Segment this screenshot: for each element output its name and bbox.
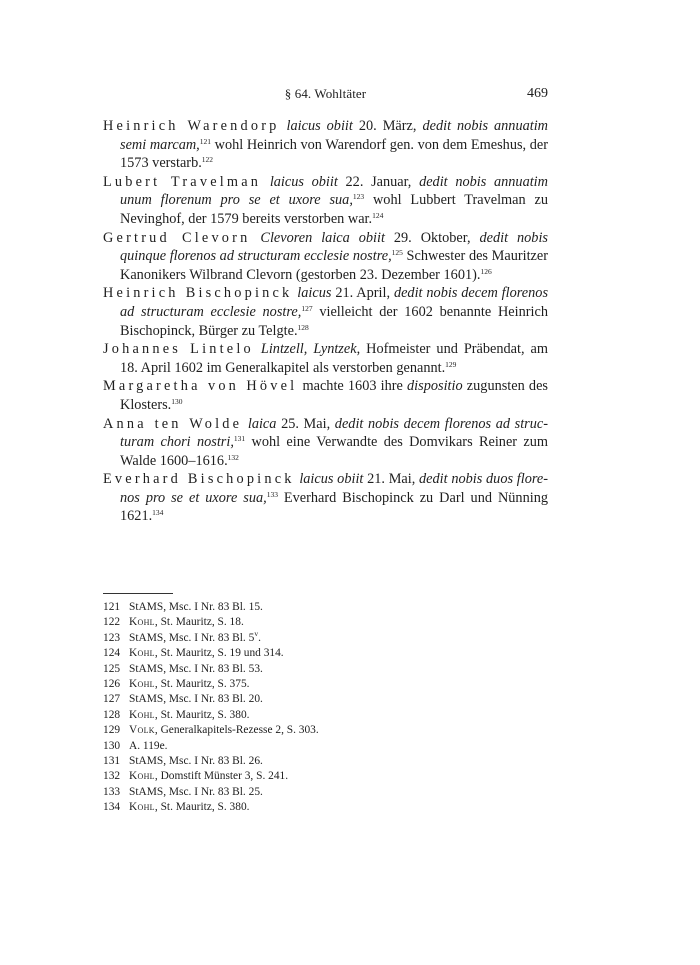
text-run: StAMS, Msc. I Nr. 83 Bl. 25. (129, 785, 263, 798)
text-run: , St. Mauritz, S. 375. (154, 678, 250, 691)
latin-quotation: dedit nobis decem florenos ad structuram chori nostri, (120, 415, 548, 451)
latin-quotation: laicus obiit (286, 118, 353, 134)
person-name: Margaretha von Hövel (103, 378, 298, 395)
text-run: 20. März, (352, 118, 423, 134)
footnote (103, 615, 548, 630)
text-run: machte 1603 ihre (298, 378, 408, 395)
text-run: vielleicht der 1602 benannte Heinrich Bischopinck, Bürger zu Telgte. (120, 303, 548, 339)
latin-quotation: dedit nobis annuatim unum florenum pro se et uxore sua, (120, 173, 548, 209)
author-name: Kohl (129, 678, 155, 691)
footnote-number: 123 (103, 631, 121, 644)
text-run: 29. Oktober, (384, 229, 480, 246)
footnote (103, 662, 548, 677)
footnote (103, 600, 548, 615)
person-name: Heinrich Warendorp (103, 118, 280, 134)
person-name: Gertrud Clevorn (103, 229, 251, 246)
latin-quotation: dedit nobis annuatim semi marcam, (120, 118, 549, 153)
footnote-reference: 131 (233, 434, 246, 444)
text-run: StAMS, Msc. I Nr. 83 Bl. 26. (129, 755, 263, 768)
text-run: , St. Mauritz, S. 380. (154, 801, 250, 814)
footnote (103, 769, 548, 784)
footnote (103, 800, 548, 815)
text-run: A. 119e. (129, 739, 168, 752)
text-run: , St. Mauritz, S. 19 und 314. (154, 647, 284, 660)
footnote-reference: 126 (480, 266, 492, 276)
footnote-number: 122 (103, 616, 121, 629)
person-name: Johannes Lintelo (103, 341, 254, 358)
benefactor-entry (103, 284, 548, 340)
text-run: . (258, 631, 261, 644)
benefactor-entry (103, 470, 548, 526)
footnote (103, 785, 548, 800)
footnote (103, 692, 548, 707)
footnote-number: 127 (103, 693, 121, 706)
person-name: Heinrich Bischopinck (103, 285, 293, 302)
footnote-number: 125 (103, 662, 121, 675)
footnote (103, 739, 548, 754)
footnote-reference: 128 (297, 322, 309, 332)
footnote (103, 723, 548, 738)
benefactor-entry (103, 229, 548, 285)
footnote-number: 134 (103, 801, 121, 814)
text-run: , Domstift Münster 3, S. 241. (154, 770, 289, 783)
text-run: StAMS, Msc. I Nr. 83 Bl. 5 (129, 631, 255, 644)
text-run: , Hofmeister und Präbendat, am 18. April 1602 im Generalkapitel als verstorben genannt. (120, 341, 549, 376)
latin-quotation: dedit nobis duos florenos pro se et uxore sua, (120, 471, 548, 506)
footnote-reference: 130 (171, 396, 183, 406)
text-run: StAMS, Msc. I Nr. 83 Bl. 20. (129, 693, 263, 706)
author-name: Kohl (129, 801, 155, 814)
text-run: , St. Mauritz, S. 18. (154, 616, 244, 629)
footnote-reference: 121 (199, 136, 211, 146)
latin-quotation: laicus (297, 285, 332, 302)
benefactor-entry (103, 340, 548, 377)
footnote (103, 754, 548, 769)
text-run: 25. Mai, (276, 415, 335, 432)
footnote-number: 129 (103, 724, 121, 737)
latin-quotation: laicus obiit (299, 471, 364, 488)
benefactor-entry (103, 117, 548, 173)
text-run: 21. April, (331, 285, 394, 302)
person-name: Anna ten Wolde (103, 415, 243, 432)
benefactor-entries (103, 117, 548, 526)
footnote-reference: v (254, 628, 259, 638)
footnote-reference: 132 (227, 452, 239, 462)
running-header (103, 86, 548, 104)
footnote (103, 628, 548, 646)
text-run: Schwester des Mauritzer Kanonikers Wilbrand Clevorn (gestorben 23. Dezember 1601). (120, 248, 548, 283)
author-name: Volk (129, 724, 155, 737)
text-run: zugunsten des Klosters. (120, 378, 548, 413)
benefactor-entry (103, 415, 548, 471)
footnote (103, 677, 548, 692)
author-name: Kohl (129, 647, 155, 660)
footnote-reference: 122 (201, 155, 214, 165)
footnote-reference: 123 (352, 192, 365, 202)
footnote-reference: 124 (372, 210, 384, 220)
text-run: StAMS, Msc. I Nr. 83 Bl. 15. (129, 601, 263, 613)
text-run (262, 174, 270, 190)
text-run: StAMS, Msc. I Nr. 83 Bl. 53. (129, 662, 263, 675)
latin-quotation: dedit nobis quinque florenos ad structuram ecclesie nostre, (120, 229, 548, 265)
footnote (103, 646, 548, 661)
latin-quotation: Clevoren laica obiit (260, 229, 385, 246)
footnote-number: 121 (103, 601, 121, 613)
latin-quotation: dispositio (407, 378, 463, 395)
text-run: wohl Lubbert Travelman zu Nevinghof, der 1579 bereits verstorben war. (120, 192, 548, 227)
footnote-reference: 127 (301, 303, 313, 313)
author-name: Kohl (129, 616, 155, 629)
text-run: 21. Mai, (363, 471, 420, 488)
latin-quotation: Lintzell, Lyntzek (260, 341, 357, 358)
benefactor-entry (103, 377, 548, 414)
latin-quotation: laica (247, 415, 277, 432)
person-name: Lubert Travelman (103, 173, 262, 190)
footnote-number: 132 (103, 770, 121, 783)
text-run: Everhard Bischopinck zu Darl und Nünning 1621. (120, 489, 548, 525)
page-number: 469 (527, 86, 548, 101)
footnote-reference: 129 (445, 359, 457, 369)
text-run: , St. Mauritz, S. 380. (154, 708, 250, 721)
author-name: Kohl (129, 770, 155, 783)
footnote-number: 133 (103, 785, 121, 798)
latin-quotation: laicus obiit (269, 173, 338, 190)
footnote-reference: 134 (152, 508, 164, 518)
footnote-number: 130 (103, 739, 121, 752)
text-run: wohl Heinrich von Warendorf gen. von dem Emeshus, der 1573 verstarb. (120, 136, 548, 172)
latin-quotation: dedit nobis decem florenos ad structuram ecclesie nostre, (120, 285, 549, 320)
footnote-separator (103, 593, 173, 594)
text-run: , Generalkapitels-Rezesse 2, S. 303. (154, 724, 319, 737)
footnote-number: 124 (103, 647, 121, 660)
footnote (103, 708, 548, 723)
text-run: wohl eine Verwandte des Domvikars Reiner zum Walde 1600–1616. (120, 434, 548, 469)
footnote-number: 128 (103, 708, 121, 721)
running-title: § 64. Wohltäter (284, 86, 367, 101)
footnote-reference: 125 (391, 248, 403, 258)
footnote-reference: 133 (266, 489, 278, 499)
footnote-list (103, 600, 548, 816)
text-run: 22. Januar, (337, 173, 420, 190)
footnote-number: 131 (103, 755, 121, 768)
footnote-number: 126 (103, 678, 121, 691)
author-name: Kohl (129, 708, 155, 721)
person-name: Everhard Bischopinck (103, 471, 295, 488)
benefactor-entry (103, 173, 548, 229)
